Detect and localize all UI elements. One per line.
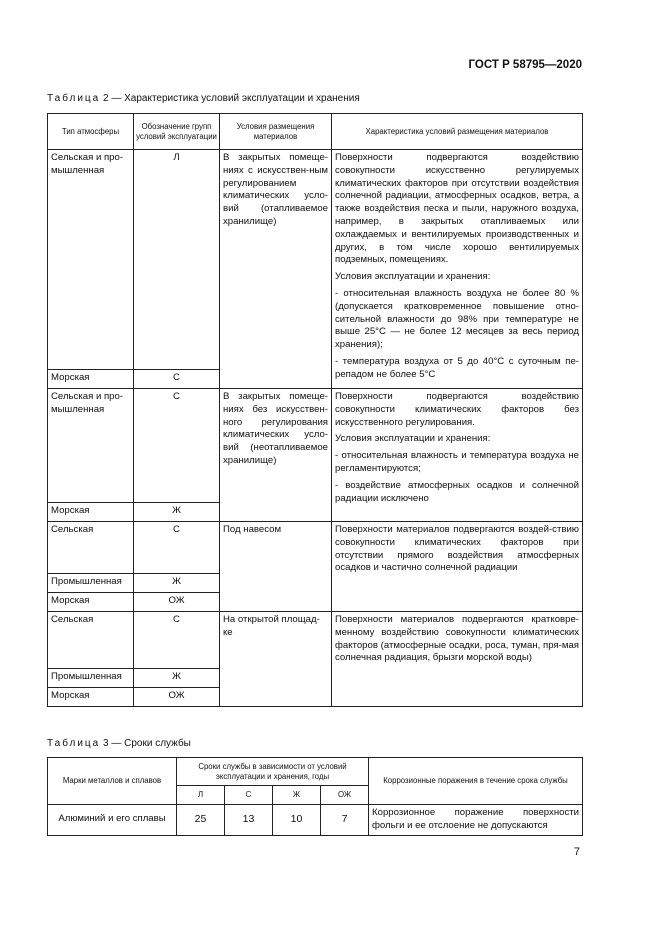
header-group-ozh: ОЖ bbox=[321, 786, 369, 805]
header-group-l: Л bbox=[177, 786, 225, 805]
group-cell: Ж bbox=[134, 503, 220, 522]
characteristics-paragraph: - относительная влажность и температура воздуха не регламентируются; bbox=[335, 450, 579, 474]
service-value-ozh: 7 bbox=[321, 805, 369, 836]
atmosphere-cell: Сельская bbox=[48, 522, 134, 574]
table3-caption-word: Таблица bbox=[47, 738, 101, 749]
placement-cell bbox=[220, 150, 332, 389]
characteristics-cell bbox=[332, 150, 583, 389]
group-cell: Ж bbox=[134, 574, 220, 593]
characteristics-paragraph: Поверхности материалов подвергаются воздей-ствию совокупности климатических факторов при отсутствии прямого воздействия атмосферных осадков и частично солнечной радиации bbox=[335, 524, 579, 574]
characteristics-paragraph: Поверхности подвергаются воздействию совокупности искусственно регулируемых климатических факторов при отсутствии воздействия солнечной радиации, атмосферных осадков, ветра, а также воздействия песка и пыли, наружного воздуха, например, в закрытых отапливаемых или охлаждаемых и вентилируемых производственных и других, в том числе хорошо вентилируемых подземных, помещениях. bbox=[335, 152, 579, 266]
placement-cell bbox=[220, 612, 332, 707]
group-cell: Л bbox=[134, 150, 220, 370]
header-group-zh: Ж bbox=[273, 786, 321, 805]
characteristics-paragraph: - относительная влажность воздуха не более 80 % (допускается кратковременное повышение отно-сительной влажности до 98% при температуре не выше 25°С — не более 12 месяцев за весь период хранения); bbox=[335, 287, 579, 351]
group-cell: Ж bbox=[134, 669, 220, 688]
characteristics-cell bbox=[332, 389, 583, 522]
atmosphere-cell: Промышленная bbox=[48, 669, 134, 688]
header-service-life: Сроки службы в зависимости от условий эксплуатации и хранения, годы bbox=[177, 758, 369, 786]
page-number: 7 bbox=[573, 846, 580, 858]
group-cell: С bbox=[134, 389, 220, 503]
placement-text: В закрытых помеще-ниях без искусствен-ного регулирования климатических усло-вий (неотапливаемое хранилище) bbox=[223, 391, 328, 466]
atmosphere-cell: Морская bbox=[48, 370, 134, 389]
group-cell: ОЖ bbox=[134, 688, 220, 707]
table2-caption-text: 2 — Характеристика условий эксплуатации и хранения bbox=[103, 93, 360, 104]
placement-cell: Под навесом bbox=[220, 522, 332, 612]
header-group-s: С bbox=[225, 786, 273, 805]
atmosphere-cell: Сельская bbox=[48, 612, 134, 669]
placement-text: В закрытых помеще-ниях с искусствен-ным регулированием климатических усло-вий (отапливаемое хранилище) bbox=[223, 152, 328, 227]
characteristics-cell bbox=[332, 612, 583, 707]
corrosion-cell: Коррозионное поражение поверхности фольги и ее отслоение не допускаются bbox=[369, 805, 583, 836]
service-value-zh: 10 bbox=[273, 805, 321, 836]
characteristics-cell bbox=[332, 522, 583, 612]
group-cell: ОЖ bbox=[134, 593, 220, 612]
metal-cell: Алюминий и его сплавы bbox=[48, 805, 177, 836]
header-atmosphere: Тип атмосферы bbox=[48, 114, 134, 150]
atmosphere-cell: Морская bbox=[48, 593, 134, 612]
characteristics-paragraph: Поверхности подвергаются воздействию совокупности климатических факторов без искусственного регулирования. bbox=[335, 391, 579, 428]
header-group: Обозначение групп условий эксплуатации bbox=[134, 114, 220, 150]
atmosphere-cell: Сельская и про-мышленная bbox=[48, 389, 134, 503]
atmosphere-cell: Морская bbox=[48, 503, 134, 522]
placement-text: На открытой площад-ке bbox=[223, 614, 320, 638]
characteristics-paragraph: Условия эксплуатации и хранения: bbox=[335, 271, 491, 283]
service-value-s: 13 bbox=[225, 805, 273, 836]
conditions-table bbox=[47, 113, 583, 707]
header-metals: Марки металлов и сплавов bbox=[48, 758, 177, 805]
standard-number: ГОСТ Р 58795—2020 bbox=[468, 59, 582, 71]
table3-caption bbox=[47, 738, 191, 749]
header-characteristics: Характеристика условий размещения материалов bbox=[332, 114, 583, 150]
group-cell: С bbox=[134, 522, 220, 574]
group-cell: С bbox=[134, 370, 220, 389]
atmosphere-cell: Промышленная bbox=[48, 574, 134, 593]
placement-cell bbox=[220, 389, 332, 522]
table2-caption bbox=[47, 93, 360, 104]
header-placement: Условия размещения материалов bbox=[220, 114, 332, 150]
atmosphere-cell: Морская bbox=[48, 688, 134, 707]
characteristics-paragraph: - температура воздуха от 5 до 40°С с суточным пе-репадом не более 5°С bbox=[335, 355, 579, 380]
header-corrosion: Коррозионные поражения в течение срока службы bbox=[369, 758, 583, 805]
table3-caption-text: 3 — Сроки службы bbox=[103, 738, 191, 749]
service-value-l: 25 bbox=[177, 805, 225, 836]
table2-caption-word: Таблица bbox=[47, 93, 101, 104]
characteristics-paragraph: Поверхности материалов подвергаются кратковре-менному воздействию совокупности климатических факторов (атмосферные осадки, роса, туман, пря-мая солнечная радиация, брызги морской воды) bbox=[335, 614, 579, 664]
group-cell: С bbox=[134, 612, 220, 669]
service-life-table bbox=[47, 757, 583, 836]
atmosphere-cell: Сельская и про-мышленная bbox=[48, 150, 134, 370]
characteristics-paragraph: - воздействие атмосферных осадков и солнечной радиации исключено bbox=[335, 479, 579, 504]
characteristics-paragraph: Условия эксплуатации и хранения: bbox=[335, 433, 491, 445]
